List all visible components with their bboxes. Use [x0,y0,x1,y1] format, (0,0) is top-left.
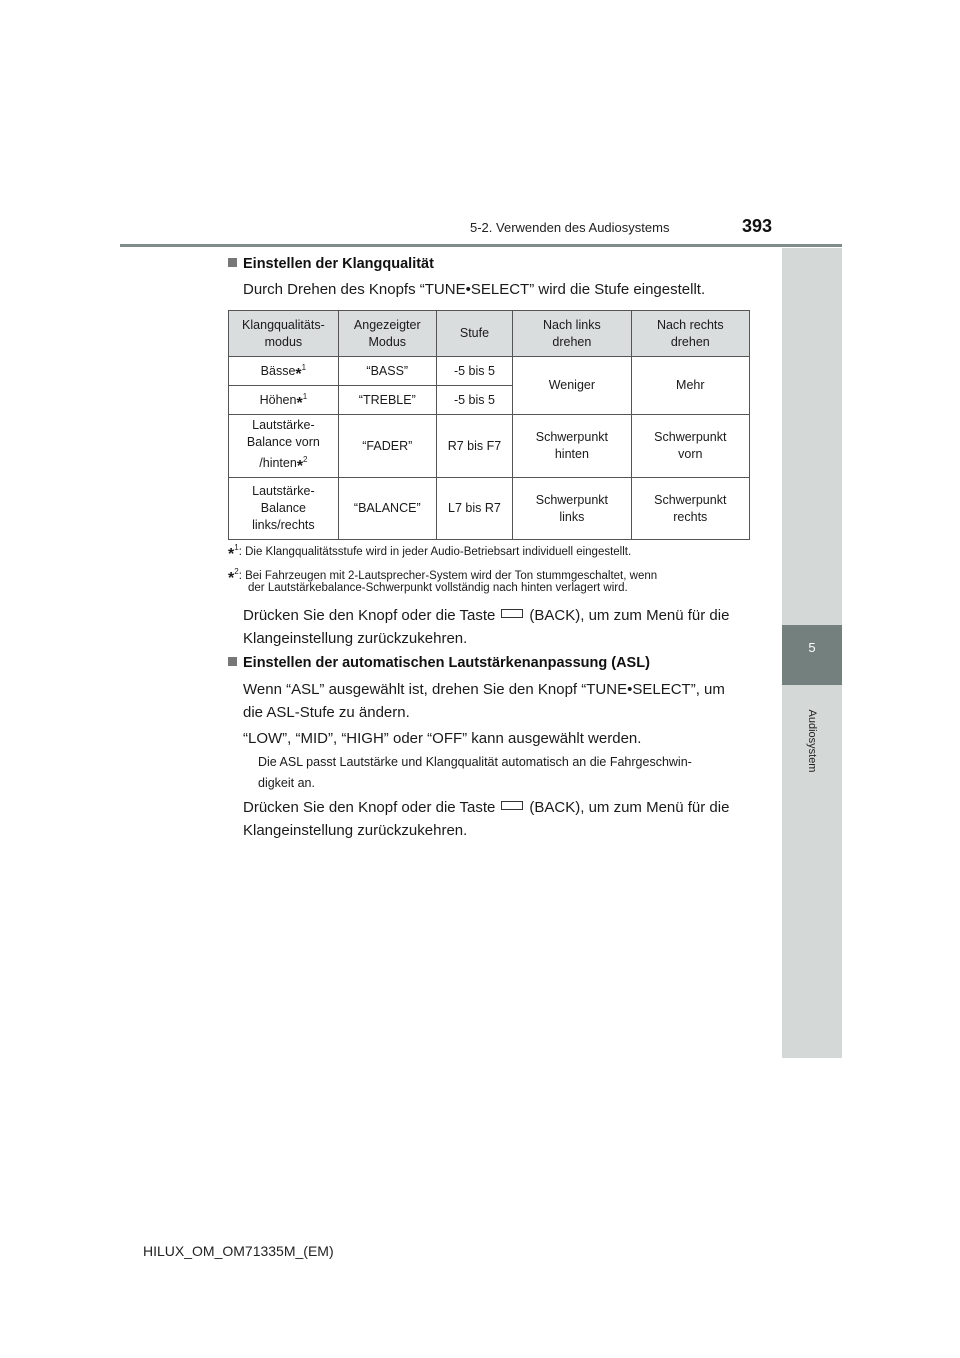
square-bullet-icon [228,258,237,267]
sound-settings-table [228,310,750,540]
footnote-1: *$^1$: Die Klangqualitätsstufe wird in jeder Audio-Betriebsart individuell eingestellt. [228,543,632,563]
cell-right: Mehr [631,357,749,415]
asl-line1: Wenn “ASL” ausgewählt ist, drehen Sie den Knopf “TUNE•SELECT”, um [243,681,725,698]
table-header-row [229,311,750,357]
asl-options: “LOW”, “MID”, “HIGH” oder “OFF” kann ausgewählt werden. [243,730,642,747]
square-bullet-icon [228,657,237,666]
asl-note-line2: digkeit an. [258,776,315,790]
chapter-label: Audiosystem [806,709,818,773]
cell-left: Schwerpunkt hinten [513,415,631,478]
cell-display: “FADER” [338,415,436,478]
sound-quality-intro: Durch Drehen des Knopfs “TUNE•SELECT” wird die Stufe eingestellt. [243,281,706,298]
cell-display: “BALANCE” [338,478,436,540]
cell-level: L7 bis R7 [436,478,512,540]
cell-mode: Höhen*$^1$ [229,386,339,415]
cell-right: Schwerpunkt vorn [631,415,749,478]
section-heading-sound-quality [228,256,434,272]
back-instruction-2-line2: Klangeinstellung zurückzukehren. [243,822,468,839]
header-rule [120,244,842,247]
col-header-display: Angezeigter Modus [338,311,436,357]
col-header-left: Nach links drehen [513,311,631,357]
cell-level: -5 bis 5 [436,386,512,415]
table-row [229,357,750,386]
section-heading-text: Einstellen der Klangqualität [243,256,434,272]
cell-level: R7 bis F7 [436,415,512,478]
col-header-right: Nach rechts drehen [631,311,749,357]
cell-left: Weniger [513,357,631,415]
section-heading-asl [228,655,650,671]
cell-right: Schwerpunkt rechts [631,478,749,540]
cell-level: -5 bis 5 [436,357,512,386]
page-number: 393 [742,216,773,236]
col-header-mode: Klangqualitäts- modus [229,311,339,357]
document-code: HILUX_OM_OM71335M_(EM) [143,1243,334,1259]
cell-mode: Lautstärke- Balance links/rechts [229,478,339,540]
table-row [229,415,750,478]
asl-note-line1: Die ASL passt Lautstärke und Klangqualität automatisch an die Fahrgeschwin- [258,755,692,769]
asl-line2: die ASL-Stufe zu ändern. [243,704,410,721]
cell-display: “BASS” [338,357,436,386]
chapter-number: 5 [808,640,816,655]
cell-mode: Lautstärke- Balance vorn /hinten*$^2$ [229,415,339,478]
table-row [229,478,750,540]
col-header-level: Stufe [436,311,512,357]
footnote-2-continued: der Lautstärkebalance-Schwerpunkt vollständig nach hinten verlagert wird. [248,582,628,594]
section-heading-text: Einstellen der automatischen Lautstärkenanpassung (ASL) [243,655,650,671]
cell-left: Schwerpunkt links [513,478,631,540]
back-key-icon [501,801,523,810]
back-instruction: Drücken Sie den Knopf oder die Taste (BACK), um zum Menü für die [243,607,730,624]
back-instruction-2: Drücken Sie den Knopf oder die Taste (BACK), um zum Menü für die [243,799,730,816]
section-title: 5-2. Verwenden des Audiosystems [470,220,670,235]
back-instruction-line2: Klangeinstellung zurückzukehren. [243,630,468,647]
back-key-icon [501,609,523,618]
footnote-2: *$^2$: Bei Fahrzeugen mit 2-Lautsprecher-System wird der Ton stummgeschaltet, wenn [228,567,658,587]
chapter-tab [782,625,842,685]
cell-display: “TREBLE” [338,386,436,415]
cell-mode: Bässe*$^1$ [229,357,339,386]
